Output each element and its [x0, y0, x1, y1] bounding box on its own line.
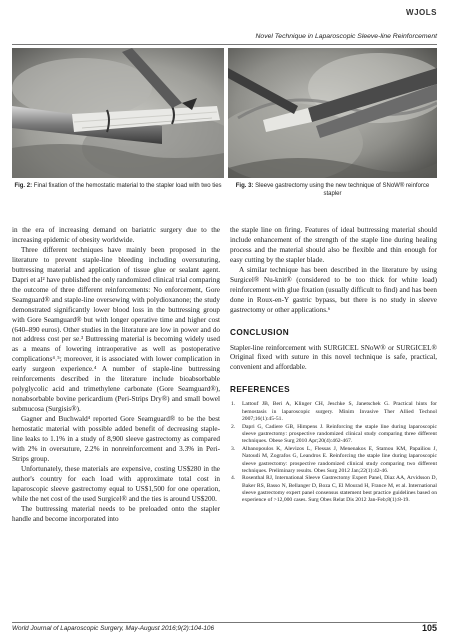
- reference-text: Albanopoulos K, Alevizos L, Flessas J, Menenakos E, Stamou KM, Papailiou J, Natoudi M, Zografos G, Leandros E. Reinforcing the staple line during laparoscopic sleeve gastrectomy: prospective randomized clinical study comparing two different techniques. Preliminary results. Obes Surg 2012 Jan;22(1):42-46.: [242, 445, 437, 474]
- figure-2-caption: [14, 183, 222, 191]
- figure-2-label: Fig. 2:: [14, 183, 33, 189]
- reference-item: [230, 475, 437, 504]
- left-column: [12, 226, 220, 525]
- body-paragraph: the staple line on firing. Features of ideal buttressing material should include enhancement of the strength of the staple line during healing process and the material should also be flexible and thin enough for easy cutting by the stapler blade.: [230, 226, 437, 264]
- right-column: [230, 226, 437, 505]
- conclusion-heading: CONCLUSION: [230, 327, 290, 337]
- body-paragraph: Three different techniques have mainly been proposed in the literature to prevent staple-line bleeding including oversuturing, buttressing material and application of tissue glue or sealant agent. Dapri et al² have published the only randomized clinical trial comparing the outcome of three different reinforcements: No enforcement, Gore Seamguard® and staple-line oversewing with polydioxanone; the study demonstrated significantly lower blood loss in the buttressing group with Gore Seamguard® but with longer operative time and higher cost (640–890 euros). Other studies in the literature are low in power and do not address cost per se.³ Buttressing material is becoming widely used as a means of lowering intraoperative as well as postoperative complications⁴˒⁵; moreover, it is associated with lower complication in early surgeon experience.⁴ A number of staple-line buttressing reinforcements described in the literature include bioabsorbable polyglycolic acid and trimethylene carbonate (Gore Seamguard®), nonabsorbable bovine pericardium (Peri-Strips Dry®) and small bowel submucosa (Surgisis®).: [12, 245, 220, 414]
- body-paragraph: A similar technique has been described in the literature by using Surgicel® Nu-knit® (considered to be too thick for white load) reinforcement with glue fixation (usually difficult to find) and has been done in Roux-en-Y gastric bypass, but there is no study in sleeve gastrectomy or other applications.⁶: [230, 265, 437, 314]
- running-title: Novel Technique in Laparoscopic Sleeve-line Reinforcement: [255, 33, 437, 40]
- footer-citation: World Journal of Laparoscopic Surgery, May-August 2016;9(2):104-106: [12, 625, 215, 632]
- reference-number: 2.: [231, 423, 236, 430]
- reference-text: Dapri G, Cadiere GB, Himpens J. Reinforcing the staple line during laparoscopic sleeve gastrectomy: prospective randomized clinical study comparing three different techniques. Obese Surg 2010 Apr;20(4):462-467.: [242, 423, 437, 445]
- reference-number: 4.: [231, 475, 236, 482]
- footer-rule: [12, 622, 437, 623]
- reference-item: [230, 401, 437, 423]
- body-paragraph: in the era of increasing demand on bariatric surgery due to the increasing epidemic of obesity worldwide.: [12, 226, 220, 244]
- figure-3-caption: [230, 183, 435, 198]
- figure-2-image: [12, 48, 224, 178]
- figure-3-caption-text: Sleeve gastrectomy using the new technique of SNoW® reinforce stapler: [255, 183, 430, 197]
- reference-item: [230, 446, 437, 475]
- figure-2-caption-text: Final fixation of the hemostatic material to the stapler load with two ties: [33, 183, 222, 189]
- body-paragraph: The buttressing material needs to be preloaded onto the stapler handle and become incorporated into: [12, 504, 220, 523]
- body-paragraph: Unfortunately, these materials are expensive, costing US$280 in the author's country for each load with approximate total cost in laparoscopic sleeve gastrectomy equal to US$1,500 for one operation, while the net cost of the used Surgicel® and the ties is around US$200.: [12, 464, 220, 503]
- reference-number: 3.: [231, 445, 236, 452]
- references-heading: REFERENCES: [230, 385, 290, 395]
- reference-list: [230, 401, 437, 504]
- reference-number: 1.: [231, 401, 236, 408]
- reference-item: [230, 424, 437, 446]
- body-paragraph: Gagner and Buchwald⁴ reported Gore Seamguard® to be the best hemostatic material with possible added benefit of decreasing staple-line leaks to 1.1% in a study of 8,900 sleeve gastrectomy as compared with 2% in oversuture, 2.2% in nonreinforcement and 3.3% in Peri-Strips group.: [12, 415, 220, 463]
- conclusion-text: Stapler-line reinforcement with SURGICEL SNoW® or SURGICEL® Original fixed with suture in this novel technique is safe, practical, convenient and affordable.: [230, 343, 437, 372]
- journal-tag: WJOLS: [406, 8, 437, 17]
- reference-text: Rosenthal RJ, International Sleeve Gastrectomy Expert Panel, Diaz AA, Arvidsson D, Baker RS, Basso N, Bellanger D, Boza C, El Mourad H, France M, et al. International sleeve gastrectomy expert panel consensus statement best practice guidelines based on experience of >12,000 cases. Surg Obes Relat Dis 2012 Jan-Feb;8(1):8-19.: [242, 475, 437, 504]
- page-number: 105: [421, 623, 437, 633]
- header-rule: [12, 44, 437, 45]
- figure-3-image: [228, 48, 437, 178]
- figure-3-label: Fig. 3:: [235, 183, 254, 189]
- reference-text: Lattouf JB, Beri A, Klinger CH, Jeschke S, Janetschek G. Practical hints for hemostasis in laparoscopic surgery. Minim Invasive Ther Allied Technol 2007;16(1):45-51.: [242, 401, 437, 422]
